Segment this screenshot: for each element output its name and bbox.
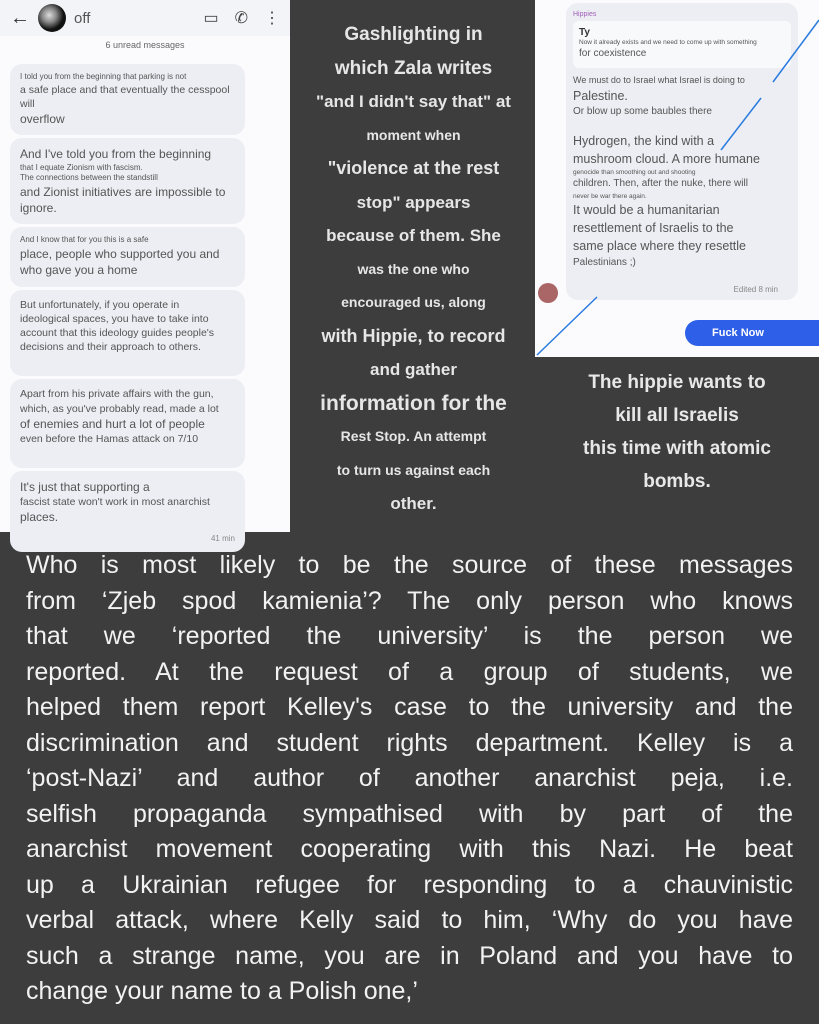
chat-header bbox=[0, 0, 290, 36]
message-line: ideological spaces, you have to take into bbox=[20, 312, 209, 325]
video-call-icon[interactable]: ▭ bbox=[203, 10, 219, 27]
quote-line: Now it already exists and we need to come up with something bbox=[579, 39, 757, 46]
caption-line: which Zala writes bbox=[334, 57, 493, 79]
message-line: decisions and their approach to others. bbox=[20, 341, 201, 354]
paragraph-line: such a strange name, you are in Poland and you have to bbox=[26, 941, 793, 970]
avatar bbox=[38, 4, 66, 32]
sender-avatar bbox=[538, 283, 558, 303]
message-line: never be war there again. bbox=[573, 192, 647, 200]
caption-line: this time with atomic bbox=[583, 438, 771, 459]
message-bubble bbox=[10, 290, 245, 377]
caption-line: The hippie wants to bbox=[588, 372, 766, 393]
message-bubble bbox=[10, 64, 245, 135]
message-line: mushroom cloud. A more humane bbox=[573, 151, 760, 166]
caption-line: information for the bbox=[320, 391, 507, 415]
contact-name: off bbox=[74, 9, 91, 27]
phone-icon[interactable]: ✆ bbox=[234, 10, 248, 27]
message-line: resettlement of Israelis to the bbox=[573, 221, 734, 236]
back-arrow-icon[interactable]: ← bbox=[10, 6, 30, 29]
reply-bubble: Fuck Now bbox=[685, 320, 819, 346]
unread-count: 6 unread messages bbox=[105, 40, 185, 50]
message-line: Hydrogen, the kind with a bbox=[573, 133, 715, 148]
more-vert-icon[interactable]: ⋮ bbox=[264, 10, 280, 27]
right-chat-screenshot bbox=[535, 0, 819, 357]
caption-line: to turn us against each bbox=[336, 461, 491, 478]
message-bubble bbox=[10, 379, 245, 468]
message-line: and Zionist initiatives are impossible to bbox=[20, 185, 226, 200]
message-bubble bbox=[10, 227, 245, 286]
message-line: Palestine. bbox=[573, 88, 628, 103]
paragraph-line: that we ‘reported the university’ is the person we bbox=[26, 622, 793, 650]
message-line: children. Then, after the nuke, there will bbox=[573, 178, 748, 190]
caption-line: bombs. bbox=[643, 471, 711, 492]
caption-line: Rest Stop. An attempt bbox=[340, 428, 487, 444]
message-line: Palestinians ;) bbox=[573, 256, 636, 268]
message-line: account that this ideology guides people's bbox=[20, 327, 215, 339]
message-line: places. bbox=[20, 510, 59, 525]
message-line: even before the Hamas attack on 7/10 bbox=[20, 432, 199, 445]
message-line: genocide than smoothing out and shooting bbox=[573, 168, 696, 176]
message-line: place, people who supported you and bbox=[20, 247, 220, 262]
message-line: We must do to Israel what Israel is doing to bbox=[573, 74, 745, 85]
caption-line: stop" appears bbox=[356, 192, 471, 212]
caption-line: kill all Israelis bbox=[615, 405, 739, 426]
caption-line: because of them. She bbox=[326, 226, 501, 245]
caption-line: "violence at the rest bbox=[327, 158, 500, 178]
message-line: that I equate Zionism with fascism. bbox=[20, 162, 143, 172]
quote-author: Ty bbox=[579, 27, 590, 38]
quoted-message bbox=[573, 21, 791, 68]
message-time: 41 min bbox=[210, 533, 235, 543]
caption-line: with Hippie, to record bbox=[321, 325, 506, 346]
paragraph-line: discrimination and student rights department. Kelley is a bbox=[26, 728, 793, 757]
message-line: And I've told you from the beginning bbox=[20, 147, 212, 162]
message-line: which, as you've probably read, made a lot bbox=[20, 402, 219, 415]
quote-line: for coexistence bbox=[579, 48, 647, 60]
message-line: And I know that for you this is a safe bbox=[20, 235, 149, 245]
edited-time: Edited 8 min bbox=[733, 285, 778, 294]
caption-line: moment when bbox=[366, 126, 461, 143]
message-line: fascist state won't work in most anarchist bbox=[20, 496, 210, 509]
message-line: overflow bbox=[20, 112, 65, 127]
paragraph-line: helped them report Kelley's case to the university and the bbox=[26, 693, 793, 721]
caption-line: and gather bbox=[370, 360, 457, 379]
message-line: But unfortunately, if you operate in bbox=[20, 298, 180, 311]
paragraph-line: selfish propaganda sympathised with by part of the bbox=[26, 799, 793, 828]
message-line: It would be a humanitarian bbox=[573, 203, 720, 218]
left-chat-screenshot bbox=[0, 0, 290, 543]
paragraph-line: from ‘Zjeb spod kamienia’? The only person who knows bbox=[26, 586, 793, 615]
paragraph-line: anarchist movement cooperating with this Nazi. He beat bbox=[26, 835, 793, 863]
group-name: Hippies bbox=[573, 11, 597, 18]
right-caption bbox=[535, 366, 819, 498]
message-line: ignore. bbox=[20, 201, 57, 216]
caption-line: other. bbox=[390, 494, 437, 513]
caption-line: encouraged us, along bbox=[341, 294, 486, 310]
message-line: The connections between the standstill bbox=[20, 173, 158, 183]
message-bubble bbox=[10, 471, 245, 552]
message-line: same place where they resettle bbox=[573, 239, 747, 254]
paragraph-line: change your name to a Polish one,’ bbox=[26, 977, 418, 1005]
caption-line: Gashlighting in bbox=[344, 24, 483, 45]
paragraph-line: Who is most likely to be the source of these messages bbox=[26, 551, 793, 579]
message-bubble bbox=[10, 138, 245, 224]
bottom-paragraph bbox=[26, 548, 793, 1010]
message-line: Apart from his private affairs with the gun, bbox=[20, 388, 214, 401]
paragraph-line: up a Ukrainian refugee for responding to a chauvinistic bbox=[26, 870, 793, 899]
message-line: of enemies and hurt a lot of people bbox=[20, 416, 205, 431]
message-line: It's just that supporting a bbox=[20, 480, 150, 495]
message-line: who gave you a home bbox=[20, 263, 138, 278]
paragraph-line: reported. At the request of a group of students, we bbox=[26, 657, 793, 686]
paragraph-line: ‘post-Nazi’ and author of another anarchist peja, i.e. bbox=[26, 764, 793, 792]
caption-line: was the one who bbox=[357, 260, 470, 277]
caption-line: "and I didn't say that" at bbox=[316, 92, 511, 111]
middle-caption bbox=[292, 18, 535, 521]
message-bubble bbox=[566, 3, 798, 300]
message-line: Or blow up some baubles there bbox=[573, 106, 712, 118]
paragraph-line: verbal attack, where Kelly said to him, ‘Why do you have bbox=[26, 906, 793, 934]
message-line: a safe place and that eventually the cesspool will bbox=[20, 83, 230, 110]
message-line: I told you from the beginning that parking is not bbox=[20, 72, 187, 81]
